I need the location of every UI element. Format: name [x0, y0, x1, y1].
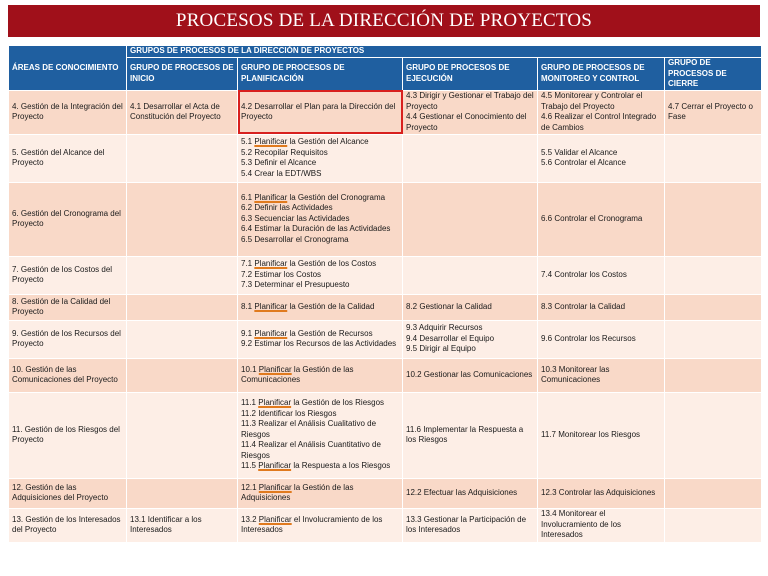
process-item: 12.2 Efectuar las Adquisiciones — [406, 487, 518, 497]
header-group-cierre: GRUPO DE PROCESOS DE CIERRE — [665, 58, 762, 91]
planificacion-cell — [238, 508, 403, 542]
inicio-cell — [127, 320, 238, 358]
highlighted-word: Planificar — [258, 514, 292, 524]
inicio-cell — [127, 508, 238, 542]
process-item: 13.2 Planificar el Involucramiento de los Interesados — [241, 514, 383, 534]
process-item: 6.2 Definir las Actividades — [241, 203, 333, 213]
inicio-cell — [127, 392, 238, 478]
process-item: 4.3 Dirigir y Gestionar el Trabajo del Proyecto — [406, 91, 534, 111]
process-item: 4.4 Gestionar el Conocimiento del Proyecto — [406, 112, 527, 132]
cierre-cell — [665, 256, 762, 294]
planificacion-cell — [238, 256, 403, 294]
process-item: 8.1 Planificar la Gestión de la Calidad — [241, 301, 375, 311]
cierre-cell — [665, 508, 762, 542]
process-item: 6.5 Desarrollar el Cronograma — [241, 234, 349, 244]
table-row — [9, 256, 762, 294]
header-group-inicio: GRUPO DE PROCESOS DE INICIO — [127, 58, 238, 91]
monitoreo-cell — [538, 508, 665, 542]
process-item: 8.2 Gestionar la Calidad — [406, 301, 492, 311]
process-item: 11.7 Monitorear los Riesgos — [541, 429, 641, 439]
table-row — [9, 508, 762, 542]
inicio-cell — [127, 294, 238, 320]
highlighted-word: Planificar — [254, 328, 288, 338]
process-item: 5.1 Planificar la Gestión del Alcance — [241, 137, 369, 146]
table-row — [9, 294, 762, 320]
monitoreo-cell — [538, 392, 665, 478]
process-item: 4.6 Realizar el Control Integrado de Cambios — [541, 112, 657, 132]
table-row — [9, 358, 762, 392]
process-item: 6.4 Estimar la Duración de las Actividades — [241, 224, 391, 234]
process-item: 4.7 Cerrar el Proyecto o Fase — [668, 101, 753, 121]
header-group-planificacion: GRUPO DE PROCESOS DE PLANIFICACIÓN — [238, 58, 403, 91]
matrix-body — [9, 90, 762, 542]
knowledge-area-cell: 8. Gestión de la Calidad del Proyecto — [9, 294, 127, 320]
process-item: 5.6 Controlar el Alcance — [541, 158, 626, 167]
knowledge-area-cell: 5. Gestión del Alcance del Proyecto — [9, 134, 127, 182]
process-item: 13.3 Gestionar la Participación de los Interesados — [406, 514, 527, 534]
process-item: 6.1 Planificar la Gestión del Cronograma — [241, 192, 386, 202]
table-row — [9, 90, 762, 134]
process-item: 11.4 Realizar el Análisis Cuantitativo de Riesgos — [241, 440, 381, 460]
process-item: 8.3 Controlar la Calidad — [541, 301, 626, 311]
process-item: 10.1 Planificar la Gestión de las Comunicaciones — [241, 364, 354, 384]
process-item: 4.2 Desarrollar el Plan para la Dirección del Proyecto — [241, 101, 396, 121]
table-row — [9, 320, 762, 358]
inicio-cell — [127, 182, 238, 256]
process-item: 11.1 Planificar la Gestión de los Riesgos — [241, 398, 385, 408]
cierre-cell — [665, 90, 762, 134]
highlighted-word: Planificar — [254, 192, 288, 202]
process-matrix-table — [8, 45, 762, 543]
cierre-cell — [665, 478, 762, 508]
process-item: 9.6 Controlar los Recursos — [541, 333, 636, 343]
monitoreo-cell — [538, 182, 665, 256]
table-row — [9, 392, 762, 478]
monitoreo-cell — [538, 294, 665, 320]
highlighted-word: Planificar — [254, 301, 288, 311]
cierre-cell — [665, 294, 762, 320]
monitoreo-cell — [538, 358, 665, 392]
process-item: 9.3 Adquirir Recursos — [406, 323, 483, 333]
process-item: 9.4 Desarrollar el Equipo — [406, 333, 495, 343]
inicio-cell — [127, 478, 238, 508]
ejecucion-cell — [403, 182, 538, 256]
process-item: 4.5 Monitorear y Controlar el Trabajo del Proyecto — [541, 91, 643, 111]
inicio-cell — [127, 90, 238, 134]
ejecucion-cell — [403, 294, 538, 320]
highlighted-word: Planificar — [258, 364, 292, 374]
knowledge-area-cell: 9. Gestión de los Recursos del Proyecto — [9, 320, 127, 358]
ejecucion-cell — [403, 134, 538, 182]
process-item: 13.1 Identificar a los Interesados — [130, 514, 202, 534]
header-groups-top: GRUPOS DE PROCESOS DE LA DIRECCIÓN DE PROYECTOS — [127, 46, 762, 58]
highlighted-word: Planificar — [254, 259, 288, 269]
header-areas: ÁREAS DE CONOCIMIENTO — [9, 46, 127, 91]
process-item: 5.3 Definir el Alcance — [241, 158, 317, 167]
planificacion-cell — [238, 478, 403, 508]
highlighted-word: Planificar — [258, 482, 292, 492]
process-item: 7.2 Estimar los Costos — [241, 269, 322, 279]
highlighted-word: Planificar — [258, 398, 292, 408]
knowledge-area-cell: 10. Gestión de las Comunicaciones del Proyecto — [9, 358, 127, 392]
highlighted-word: Planificar — [258, 461, 292, 471]
page-title: PROCESOS DE LA DIRECCIÓN DE PROYECTOS — [8, 5, 760, 37]
process-item: 9.2 Estimar los Recursos de las Actividades — [241, 339, 397, 348]
process-item: 7.1 Planificar la Gestión de los Costos — [241, 259, 377, 269]
process-item: 5.2 Recopilar Requisitos — [241, 147, 328, 157]
process-item: 5.5 Validar el Alcance — [541, 147, 618, 157]
cierre-cell — [665, 358, 762, 392]
cierre-cell — [665, 182, 762, 256]
planificacion-cell — [238, 320, 403, 358]
ejecucion-cell — [403, 392, 538, 478]
planificacion-cell — [238, 294, 403, 320]
knowledge-area-cell: 4. Gestión de la Integración del Proyecto — [9, 90, 127, 134]
planificacion-cell — [238, 134, 403, 182]
inicio-cell — [127, 358, 238, 392]
ejecucion-cell — [403, 478, 538, 508]
process-item: 9.5 Dirigir al Equipo — [406, 344, 476, 354]
process-item: 10.2 Gestionar las Comunicaciones — [406, 369, 533, 379]
process-item: 12.1 Planificar la Gestión de las Adquisiciones — [241, 482, 354, 502]
planificacion-cell — [238, 392, 403, 478]
process-item: 6.6 Controlar el Cronograma — [541, 213, 643, 223]
process-item: 4.1 Desarrollar el Acta de Constitución del Proyecto — [130, 101, 221, 121]
inicio-cell — [127, 256, 238, 294]
header-group-monitoreo: GRUPO DE PROCESOS DE MONITOREO Y CONTROL — [538, 58, 665, 91]
ejecucion-cell — [403, 320, 538, 358]
planificacion-cell — [238, 358, 403, 392]
monitoreo-cell — [538, 478, 665, 508]
monitoreo-cell — [538, 256, 665, 294]
process-item: 12.3 Controlar las Adquisiciones — [541, 487, 656, 497]
ejecucion-cell — [403, 256, 538, 294]
process-item: 9.1 Planificar la Gestión de Recursos — [241, 328, 373, 338]
table-row — [9, 134, 762, 182]
process-item: 13.4 Monitorear el Involucramiento de los Interesados — [541, 509, 622, 540]
process-item: 11.5 Planificar la Respuesta a los Riesgos — [241, 461, 391, 471]
ejecucion-cell — [403, 90, 538, 134]
process-item: 7.4 Controlar los Costos — [541, 269, 627, 279]
cierre-cell — [665, 134, 762, 182]
process-item: 6.3 Secuenciar las Actividades — [241, 213, 350, 223]
highlighted-word: Planificar — [254, 137, 288, 146]
knowledge-area-cell: 13. Gestión de los Interesados del Proyecto — [9, 508, 127, 542]
ejecucion-cell — [403, 508, 538, 542]
process-item: 11.3 Realizar el Análisis Cualitativo de Riesgos — [241, 419, 377, 439]
cierre-cell — [665, 320, 762, 358]
process-item: 5.4 Crear la EDT/WBS — [241, 168, 322, 178]
knowledge-area-cell: 6. Gestión del Cronograma del Proyecto — [9, 182, 127, 256]
planificacion-cell — [238, 182, 403, 256]
knowledge-area-cell: 12. Gestión de las Adquisiciones del Proyecto — [9, 478, 127, 508]
process-item: 11.6 Implementar la Respuesta a los Riesgos — [406, 424, 524, 444]
monitoreo-cell — [538, 90, 665, 134]
knowledge-area-cell: 11. Gestión de los Riesgos del Proyecto — [9, 392, 127, 478]
ejecucion-cell — [403, 358, 538, 392]
process-item: 7.3 Determinar el Presupuesto — [241, 280, 350, 290]
table-row — [9, 478, 762, 508]
table-row — [9, 182, 762, 256]
planificacion-cell — [238, 90, 403, 134]
process-item: 10.3 Monitorear las Comunicaciones — [541, 364, 610, 384]
cierre-cell — [665, 392, 762, 478]
process-item: 11.2 Identificar los Riesgos — [241, 408, 337, 418]
knowledge-area-cell: 7. Gestión de los Costos del Proyecto — [9, 256, 127, 294]
header-group-ejecucion: GRUPO DE PROCESOS DE EJECUCIÓN — [403, 58, 538, 91]
inicio-cell — [127, 134, 238, 182]
monitoreo-cell — [538, 134, 665, 182]
monitoreo-cell — [538, 320, 665, 358]
